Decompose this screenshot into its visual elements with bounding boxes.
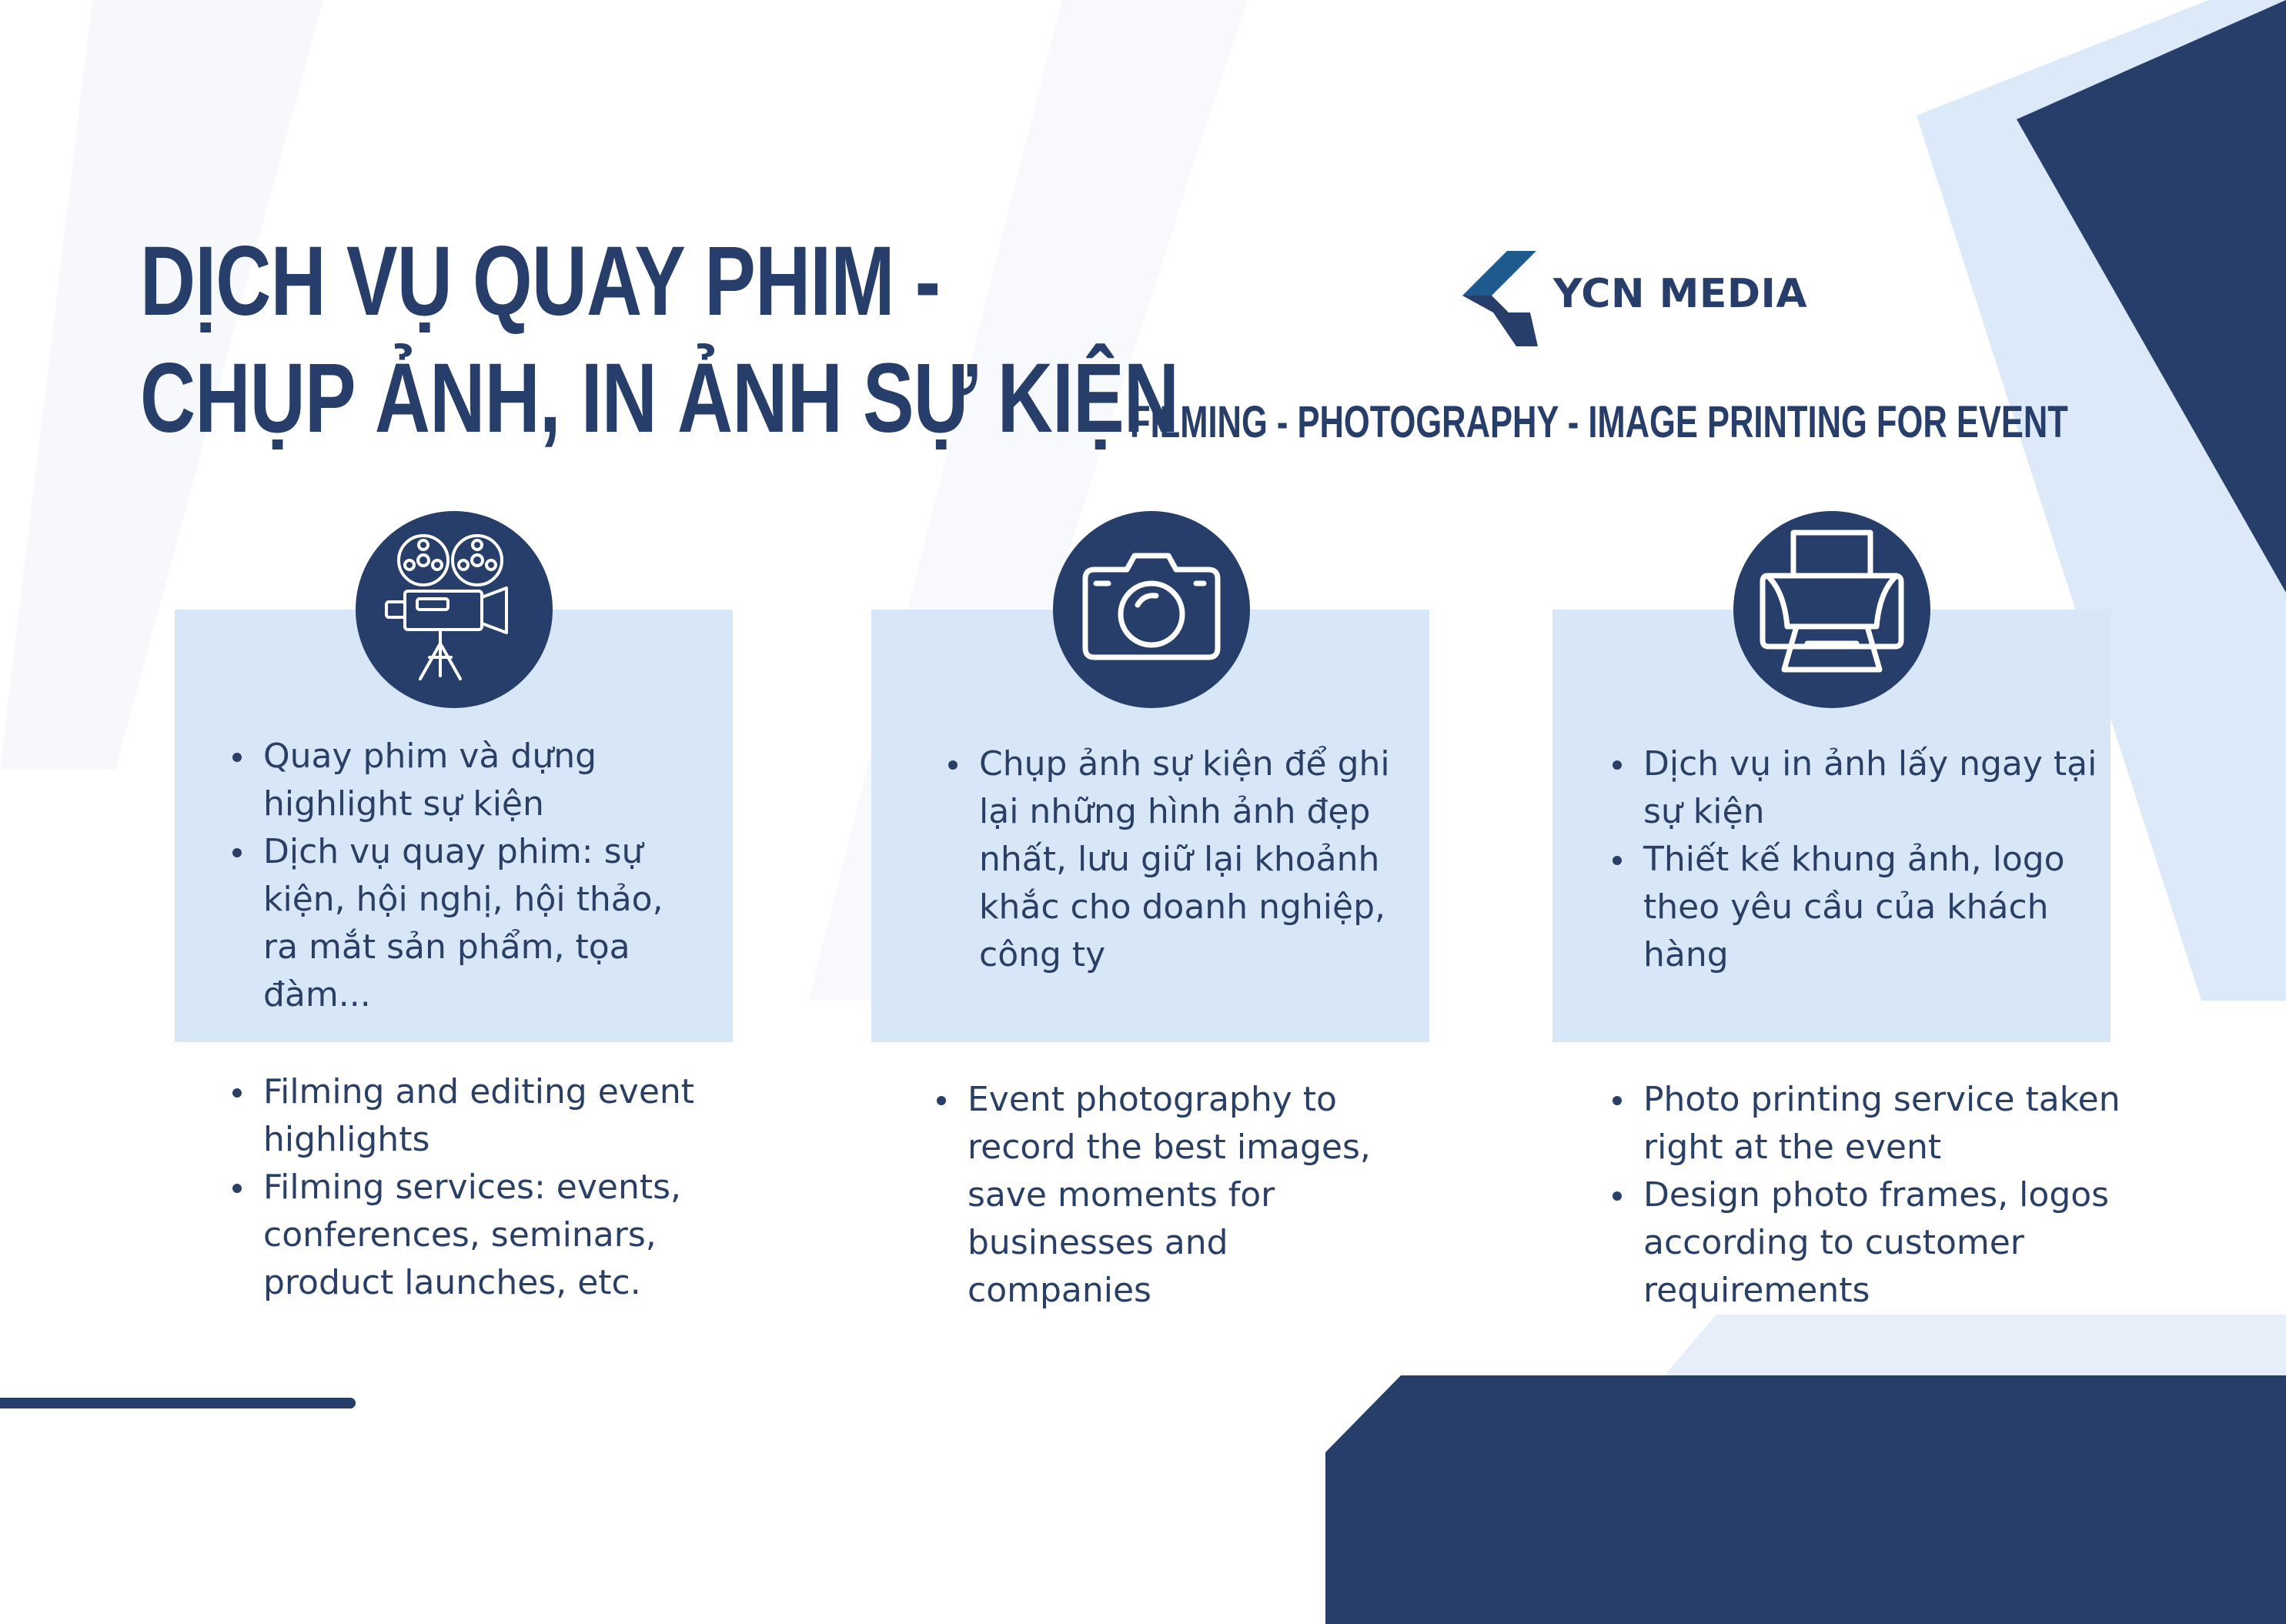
film-camera-icon [356, 511, 553, 708]
filming-vi-list [232, 733, 694, 1019]
list-item: Event photography to record the best images, save moments for businesses and companies [937, 1076, 1414, 1315]
printer-icon [1733, 511, 1930, 708]
list-item: Photo printing service taken right at the event [1613, 1076, 2121, 1171]
title-line-2: CHỤP ẢNH, IN ẢNH SỰ KIỆN [140, 343, 1179, 453]
photography-vi-list [948, 740, 1410, 979]
photography-en-list [937, 1076, 1414, 1315]
list-item: Dịch vụ quay phim: sự kiện, hội nghị, hội thảo, ra mắt sản phẩm, tọa đàm... [232, 828, 694, 1019]
printing-vi-list [1613, 740, 2105, 979]
page-title [140, 223, 1178, 457]
list-item: Filming and editing event highlights [232, 1068, 725, 1164]
title-line-1: DỊCH VỤ QUAY PHIM - [140, 226, 941, 336]
list-item: Dịch vụ in ảnh lấy ngay tại sự kiện [1613, 740, 2105, 836]
navy-bottom-block [1325, 1375, 2286, 1624]
list-item: Design photo frames, logos according to customer requirements [1613, 1171, 2121, 1315]
printing-en-list [1613, 1076, 2121, 1315]
list-item: Chụp ảnh sự kiện để ghi lại những hình ảnh đẹp nhất, lưu giữ lại khoảnh khắc cho doanh nghiệp, công ty [948, 740, 1410, 979]
subtitle: FILMING - PHOTOGRAPHY - IMAGE PRINTING FOR EVENT [1130, 397, 2068, 447]
accent-line [0, 1398, 356, 1408]
list-item: Quay phim và dựng highlight sự kiện [232, 733, 694, 828]
camera-icon [1053, 511, 1250, 708]
list-item: Thiết kế khung ảnh, logo theo yêu cầu của khách hàng [1613, 836, 2105, 979]
logo-mark-icon [1462, 251, 1539, 346]
filming-en-list [232, 1068, 725, 1307]
brand-name: YCN MEDIA [1553, 271, 1808, 317]
list-item: Filming services: events, conferences, seminars, product launches, etc. [232, 1164, 725, 1307]
